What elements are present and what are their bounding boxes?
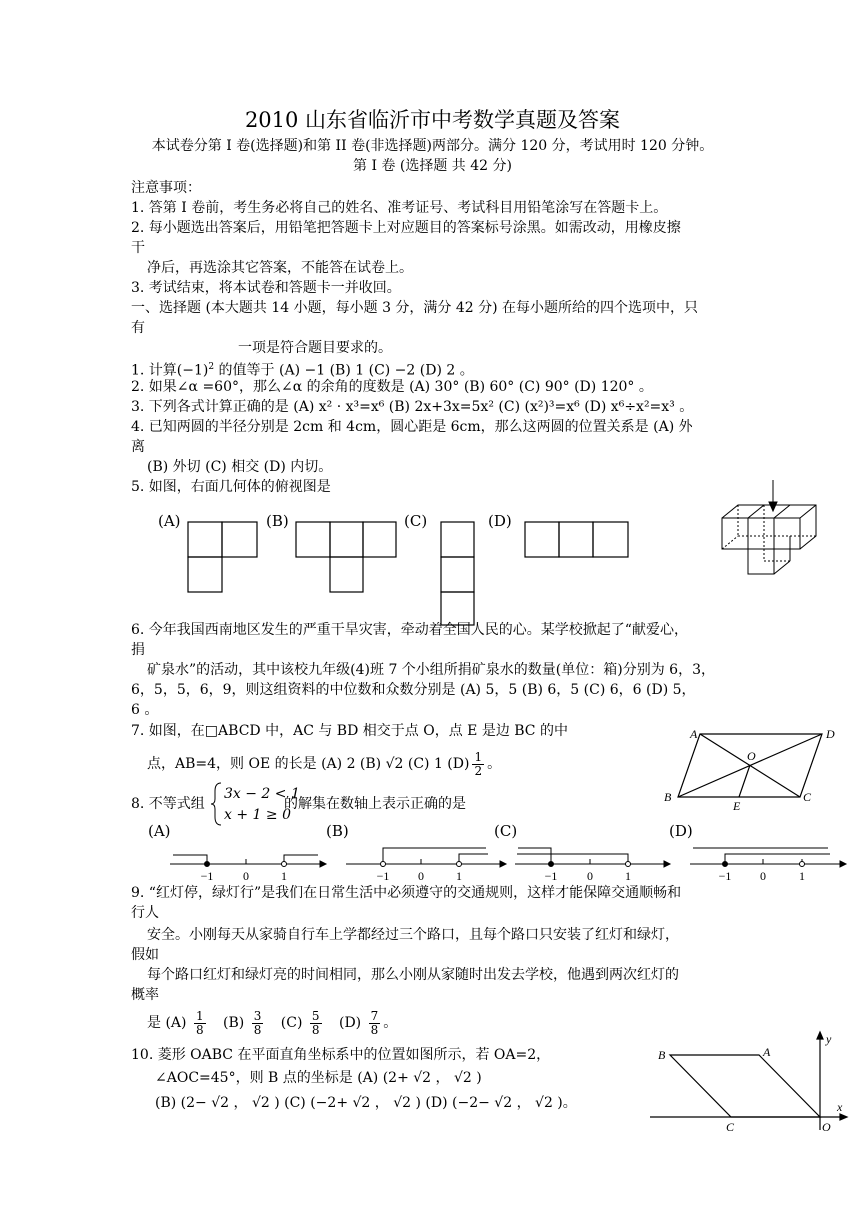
question-9-wrap: 行人 <box>131 905 159 921</box>
section-1-heading: 一、选择题 (本大题共 14 小题，每小题 3 分，满分 42 分) 在每小题所给的四个选项中，只 <box>131 300 699 316</box>
q8-option-a-label: (A) <box>148 822 171 840</box>
q9-fraction-c: $\frac{5}{8}$ <box>311 1008 320 1037</box>
question-3: 3. 下列各式计算正确的是 (A) x² · x³=x⁶ (B) 2x+3x=5x² (C) (x²)³=x⁶ (D) x⁶÷x²=x³ 。 <box>131 399 694 415</box>
question-6-cont-3: 6 。 <box>131 702 159 718</box>
q10-label-c: C <box>726 1120 735 1134</box>
q7-label-c: C <box>803 790 812 804</box>
q10-label-x: x <box>837 1100 843 1114</box>
note-1: 1. 答第 I 卷前，考生务必将自己的姓名、准考证号、考试科目用铅笔涂写在答题卡上。 <box>131 200 668 216</box>
q5-option-a-label: (A) <box>158 512 181 530</box>
q8-number-lines <box>150 842 850 884</box>
q8-number-line-c <box>515 848 670 867</box>
svg-text:1: 1 <box>625 869 631 883</box>
q9-fraction-a: $\frac{1}{8}$ <box>195 1008 204 1037</box>
question-6-cont: 矿泉水”的活动，其中该校九年级(4)班 7 个小组所捐矿泉水的数量(单位：箱)分别为 6，3， <box>147 662 715 678</box>
q7-fraction: $\frac{1}{2}$ <box>474 749 483 778</box>
q5-option-c-label: (C) <box>404 512 428 530</box>
q8-number-line-a <box>170 855 326 867</box>
question-9-options: 是 (A) $\frac{1}{8}$ (B) $\frac{3}{8}$ (C) $\frac{5}{8}$ (D) $\frac{7}{8}$ 。 <box>147 1008 398 1037</box>
svg-text:0: 0 <box>760 869 766 883</box>
question-10-cont: ∠AOC=45°，则 B 点的坐标是 (A) (2+ √2 ， √2 ) <box>155 1070 482 1086</box>
question-6: 6. 今年我国西南地区发生的严重干旱灾害，牵动着全国人民的心。某学校掀起了“献爱心， <box>131 622 688 638</box>
q5-option-a-figure <box>188 522 257 592</box>
q8-brace <box>210 781 224 827</box>
q8-inequality-2: x + 1 ≥ 0 <box>224 807 291 823</box>
svg-text:1: 1 <box>281 869 287 883</box>
q8-number-line-b <box>346 848 506 867</box>
q8-tick-labels <box>201 869 805 883</box>
question-4-wrap: 离 <box>131 439 145 455</box>
question-8-prefix: 8. 不等式组 <box>131 796 205 812</box>
q10-label-b: B <box>658 1048 666 1062</box>
note-2: 2. 每小题选出答案后，用铅笔把答题卡上对应题目的答案标号涂黑。如需改动，用橡皮擦 <box>131 220 681 236</box>
q7-label-e: E <box>733 799 741 813</box>
q8-inequality-1: 3x − 2 < 1 <box>224 786 300 802</box>
svg-text:1: 1 <box>456 869 462 883</box>
q5-option-d-label: (D) <box>488 512 512 530</box>
svg-text:0: 0 <box>418 869 424 883</box>
q8-option-b-label: (B) <box>326 822 349 840</box>
notes-heading: 注意事项： <box>131 180 201 196</box>
svg-text:−1: −1 <box>544 869 558 883</box>
question-9-cont: 安全。小刚每天从家骑自行车上学都经过三个路口，且每个路口只安装了红灯和绿灯， <box>147 927 679 943</box>
question-9-wrap-3: 概率 <box>131 987 159 1003</box>
q10-label-a: A <box>763 1045 771 1059</box>
question-4: 4. 已知两圆的半径分别是 2cm 和 4cm，圆心距是 6cm，那么这两圆的位置关系是 (A) 外 <box>131 419 693 435</box>
part-heading: 第 I 卷 (选择题 共 42 分) <box>353 158 512 174</box>
question-7-cont: 点，AB=4，则 OE 的长是 (A) 2 (B) √2 (C) 1 (D) $\frac{1}{2}$ 。 <box>147 749 502 778</box>
note-3: 3. 考试结束，将本试卷和答题卡一并收回。 <box>131 280 401 296</box>
q8-option-c-label: (C) <box>494 822 518 840</box>
note-2-wrap: 干 <box>131 240 145 256</box>
q9-fraction-b: $\frac{3}{8}$ <box>253 1008 262 1037</box>
q8-number-line-d <box>690 848 846 867</box>
svg-text:−1: −1 <box>376 869 390 883</box>
q5-option-d-figure <box>525 522 628 557</box>
question-10-options: (B) (2− √2 ， √2 ) (C) (−2+ √2 ， √2 ) (D) (−2− √2 ， √2 )。 <box>155 1095 577 1111</box>
q10-label-y: y <box>826 1032 832 1046</box>
question-2: 2. 如果∠α =60°，那么∠α 的余角的度数是 (A) 30° (B) 60° (C) 90° (D) 120° 。 <box>131 379 653 395</box>
q10-rhombus-figure <box>650 1030 850 1134</box>
section-1-cont: 一项是符合题目要求的。 <box>238 340 392 356</box>
q5-option-b-figure <box>296 522 396 592</box>
question-5: 5. 如图，右面几何体的俯视图是 <box>131 479 331 495</box>
q10-label-o: O <box>822 1120 831 1134</box>
q7-label-b: B <box>664 790 672 804</box>
q8-option-d-label: (D) <box>669 822 693 840</box>
page-title: 2010 山东省临沂市中考数学真题及答案 <box>244 108 621 132</box>
question-9-cont-2: 每个路口红灯和绿灯亮的时间相同，那么小刚从家随时出发去学校，他遇到两次红灯的 <box>147 967 679 983</box>
question-9-wrap-2: 假如 <box>131 947 159 963</box>
question-9: 9. “红灯停，绿灯行”是我们在日常生活中必须遵守的交通规则，这样才能保障交通顺畅和 <box>131 885 682 901</box>
question-7: 7. 如图，在□ABCD 中，AC 与 BD 相交于点 O，点 E 是边 BC 的中 <box>131 723 568 739</box>
q7-label-a: A <box>690 727 698 741</box>
question-4-cont: (B) 外切 (C) 相交 (D) 内切。 <box>147 459 333 475</box>
svg-text:−1: −1 <box>200 869 214 883</box>
question-6-cont-2: 6，5，5，6，9，则这组资料的中位数和众数分别是 (A) 5，5 (B) 6，5 (C) 6，6 (D) 5， <box>131 682 696 698</box>
question-1: 1. 计算$(-1)^2$ 的值等于 (A) −1 (B) 1 (C) −2 (D) 2 。 <box>131 362 474 379</box>
q7-parallelogram-figure <box>660 722 850 814</box>
svg-text:0: 0 <box>587 869 593 883</box>
svg-text:0: 0 <box>243 869 249 883</box>
q5-solid-figure <box>716 478 826 580</box>
intro-text: 本试卷分第 I 卷(选择题)和第 II 卷(非选择题)两部分。满分 120 分，考试用时 120 分钟。 <box>151 138 714 154</box>
q5-option-b-label: (B) <box>266 512 289 530</box>
section-1-wrap: 有 <box>131 320 145 336</box>
question-8-suffix: 的解集在数轴上表示正确的是 <box>284 796 466 812</box>
q7-label-o: O <box>747 749 756 763</box>
question-6-wrap: 捐 <box>131 642 145 658</box>
svg-text:1: 1 <box>799 869 805 883</box>
question-10: 10. 菱形 OABC 在平面直角坐标系中的位置如图所示，若 OA=2， <box>131 1047 551 1063</box>
q7-label-d: D <box>826 727 835 741</box>
note-2-cont: 净后，再选涂其它答案，不能答在试卷上。 <box>147 260 413 276</box>
q5-option-c-figure <box>441 522 474 625</box>
q5-option-figures <box>180 515 640 630</box>
svg-text:−1: −1 <box>718 869 732 883</box>
q9-fraction-d: $\frac{7}{8}$ <box>370 1008 379 1037</box>
